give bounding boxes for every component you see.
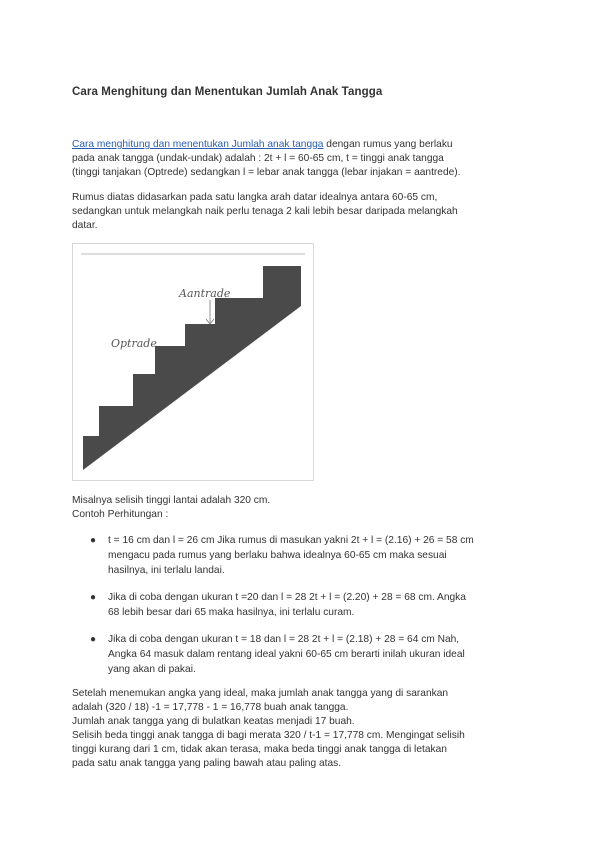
intro-line-3: (tinggi tanjakan (Optrede) sedangkan l = lebar anak tangga (lebar injakan = aantrede). <box>72 167 461 178</box>
document-title: Cara Menghitung dan Menentukan Jumlah Anak Tangga <box>72 86 383 98</box>
bullet-icon: ● <box>90 535 97 546</box>
bullet-icon: ● <box>90 592 97 603</box>
staircase-figure <box>72 243 314 481</box>
intro-line-2: pada anak tangga (undak-undak) adalah : 2t + l = 60-65 cm, t = tinggi anak tangga <box>72 153 444 164</box>
example-paragraph <box>72 494 532 522</box>
rumus-line-2: sedangkan untuk melangkah naik perlu tenaga 2 kali lebih besar daripada melangkah <box>72 206 458 217</box>
intro-link[interactable]: Cara menghitung dan menentukan Jumlah anak tangga <box>72 139 324 150</box>
aantrede-label: Aantrade <box>179 287 231 300</box>
conclusion-line-4: Selisih beda tinggi anak tangga di bagi merata 320 / t-1 = 17,778 cm. Mengingat selisih <box>72 730 465 741</box>
rumus-paragraph <box>72 191 532 233</box>
bullet-icon: ● <box>90 634 97 645</box>
conclusion-line-6: pada satu anak tangga yang paling bawah atau paling atas. <box>72 758 342 769</box>
intro-paragraph <box>72 138 532 180</box>
rumus-line-1: Rumus diatas didasarkan pada satu langka arah datar idealnya antara 60-65 cm, <box>72 192 438 203</box>
staircase-diagram <box>73 244 313 480</box>
intro-line-1: Cara menghitung dan menentukan Jumlah anak tangga dengan rumus yang berlaku <box>72 139 453 150</box>
conclusion-line-3: Jumlah anak tangga yang di bulatkan keatas menjadi 17 buah. <box>72 716 355 727</box>
example-line-2: Contoh Perhitungan : <box>72 509 169 520</box>
conclusion-line-5: tinggi kurang dari 1 cm, tidak akan terasa, maka beda tinggi anak tangga di letakan <box>72 744 447 755</box>
conclusion-paragraph <box>72 687 532 771</box>
rumus-line-3: datar. <box>72 220 98 231</box>
conclusion-line-1: Setelah menemukan angka yang ideal, maka jumlah anak tangga yang di sarankan <box>72 688 449 699</box>
example-line-1: Misalnya selisih tinggi lantai adalah 320 cm. <box>72 495 271 506</box>
optrede-label: Optrade <box>111 337 157 350</box>
conclusion-line-2: adalah (320 / 18) -1 = 17,778 - 1 = 16,778 buah anak tangga. <box>72 702 349 713</box>
